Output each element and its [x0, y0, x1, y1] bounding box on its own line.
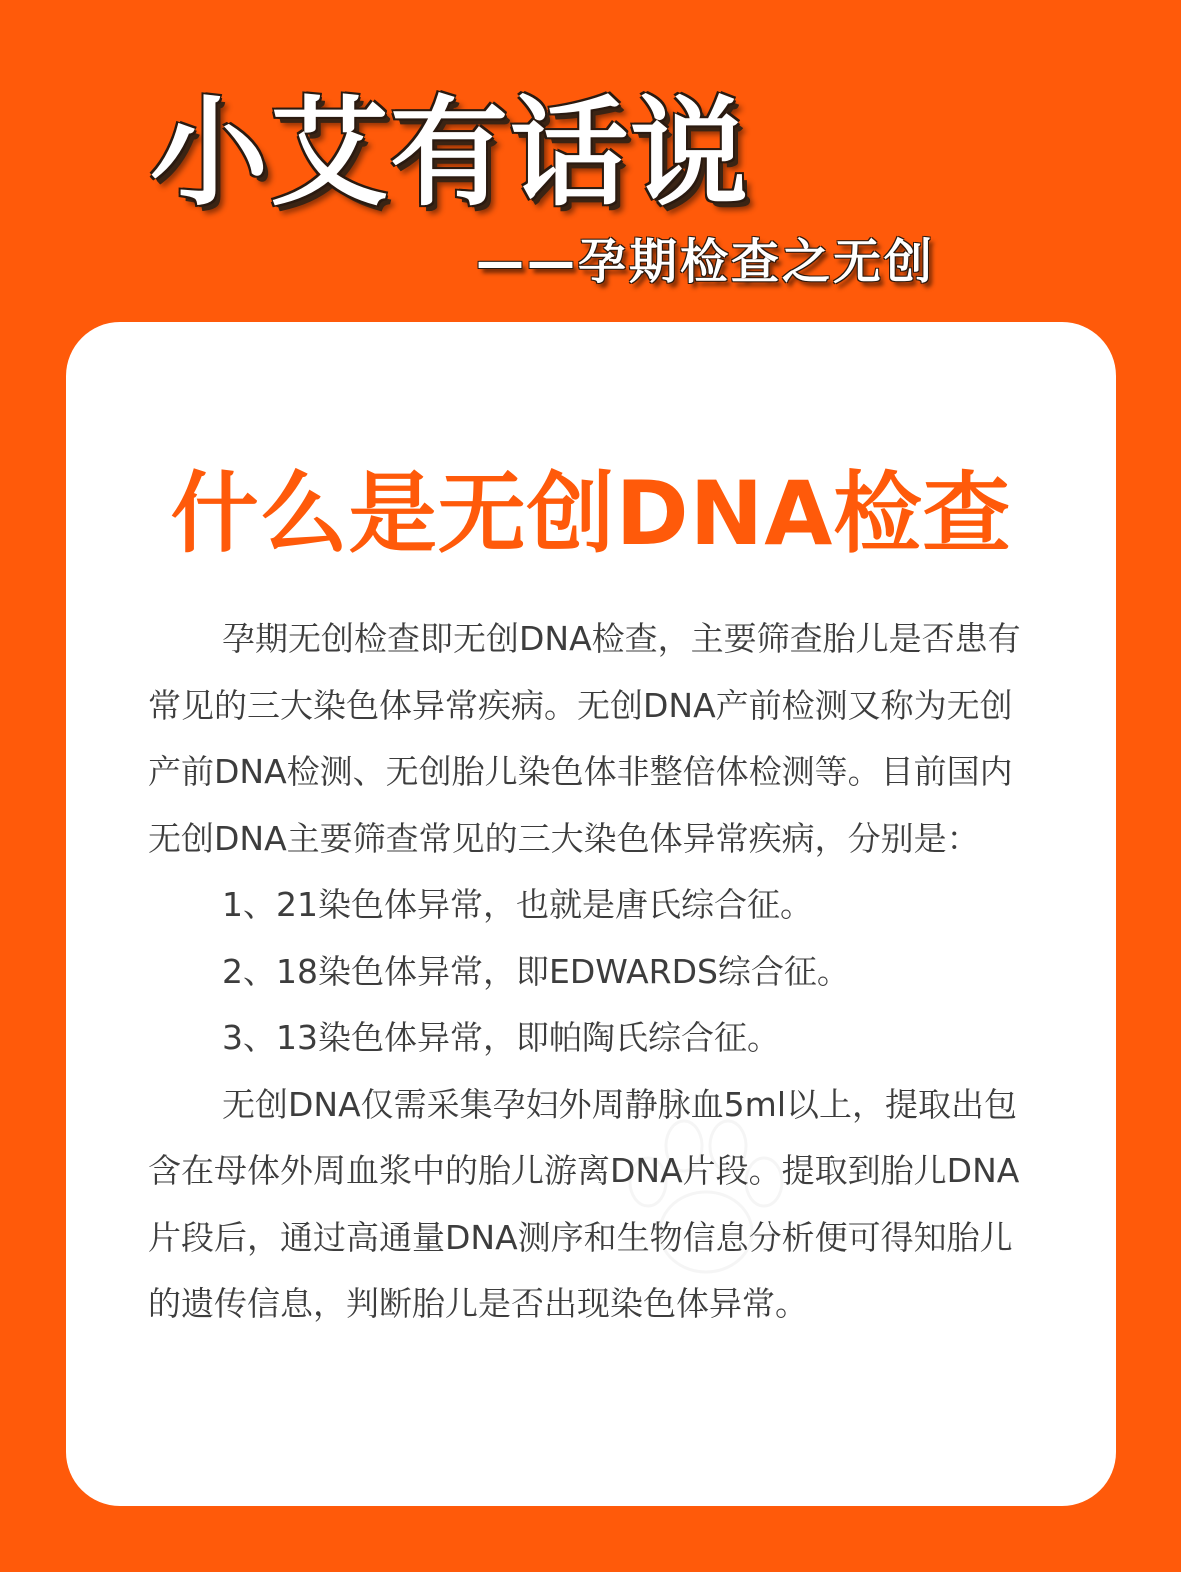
header-subtitle: ——孕期检查之无创 — [476, 234, 936, 290]
article-body — [148, 606, 1036, 1338]
list-item: 3、13染色体异常，即帕陶氏综合征。 — [222, 1018, 780, 1057]
outro-paragraph: 无创DNA仅需采集孕妇外周静脉血5ml以上，提取出包含在母体外周血浆中的胎儿游离DNA片段。提取到胎儿DNA片段后，通过高通量DNA测序和生物信息分析便可得知胎儿的遗传信息，判断胎儿是否出现染色体异常。 — [148, 1084, 1020, 1323]
intro-paragraph: 孕期无创检查即无创DNA检查，主要筛查胎儿是否患有常见的三大染色体异常疾病。无创DNA产前检测又称为无创产前DNA检测、无创胎儿染色体非整倍体检测等。目前国内无创DNA主要筛查常见的三大染色体异常疾病，分别是： — [148, 619, 1021, 858]
header-title: 小艾有话说 — [150, 84, 751, 222]
list-item: 1、21染色体异常，也就是唐氏综合征。 — [222, 885, 813, 924]
article-title: 什么是无创DNA检查 — [170, 462, 1012, 565]
list-item: 2、18染色体异常，即EDWARDS综合征。 — [222, 951, 850, 991]
content-card — [66, 322, 1116, 1506]
